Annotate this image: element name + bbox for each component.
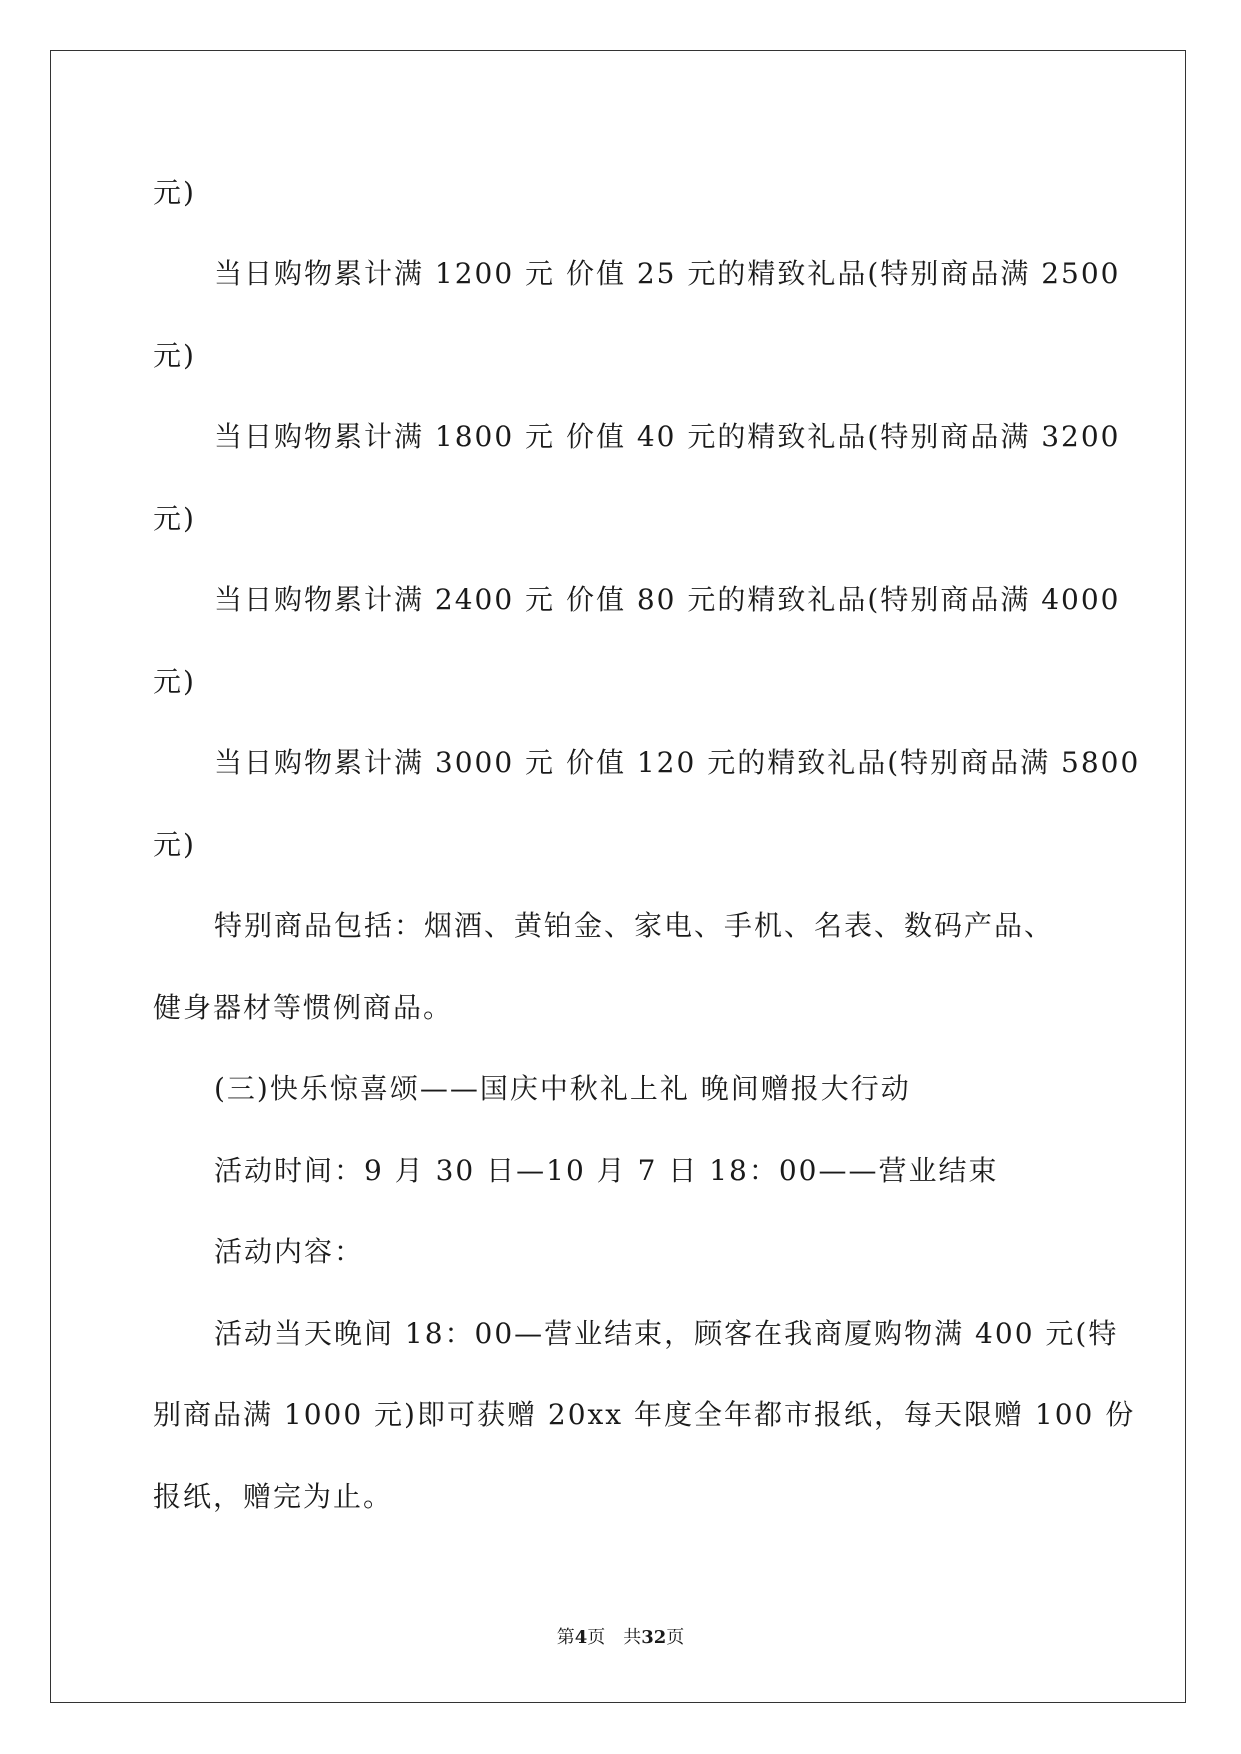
text-line-5: 元) bbox=[153, 502, 196, 535]
text-line-14: 活动内容： bbox=[214, 1235, 365, 1268]
footer-prefix: 第 bbox=[556, 1627, 575, 1648]
text-line-8: 当日购物累计满 3000 元 价值 120 元的精致礼品(特别商品满 5800 bbox=[214, 746, 1141, 779]
footer-suffix: 页 bbox=[666, 1627, 685, 1648]
section-heading: (三)快乐惊喜颂——国庆中秋礼上礼 晚间赠报大行动 bbox=[214, 1072, 911, 1105]
text-line-1: 元) bbox=[153, 176, 196, 209]
page-footer bbox=[0, 1626, 1241, 1650]
text-line-17: 报纸，赠完为止。 bbox=[153, 1480, 394, 1513]
text-line-2: 当日购物累计满 1200 元 价值 25 元的精致礼品(特别商品满 2500 bbox=[214, 257, 1121, 290]
text-line-3: 元) bbox=[153, 339, 196, 372]
footer-mid: 页 共 bbox=[587, 1627, 642, 1648]
text-line-15: 活动当天晚间 18：00—营业结束，顾客在我商厦购物满 400 元(特 bbox=[214, 1317, 1119, 1350]
text-line-10: 特别商品包括：烟酒、黄铂金、家电、手机、名表、数码产品、 bbox=[214, 909, 1055, 942]
page-border bbox=[50, 50, 1186, 1703]
text-line-11: 健身器材等惯例商品。 bbox=[153, 991, 454, 1024]
footer-total-pages: 32 bbox=[641, 1627, 667, 1648]
text-line-16: 别商品满 1000 元)即可获赠 20xx 年度全年都市报纸，每天限赠 100 份 bbox=[153, 1398, 1136, 1431]
text-line-4: 当日购物累计满 1800 元 价值 40 元的精致礼品(特别商品满 3200 bbox=[214, 420, 1121, 453]
text-line-7: 元) bbox=[153, 665, 196, 698]
text-line-13: 活动时间：9 月 30 日—10 月 7 日 18：00——营业结束 bbox=[214, 1154, 999, 1187]
footer-page-number: 4 bbox=[574, 1627, 588, 1648]
text-line-9: 元) bbox=[153, 828, 196, 861]
text-line-6: 当日购物累计满 2400 元 价值 80 元的精致礼品(特别商品满 4000 bbox=[214, 583, 1121, 616]
